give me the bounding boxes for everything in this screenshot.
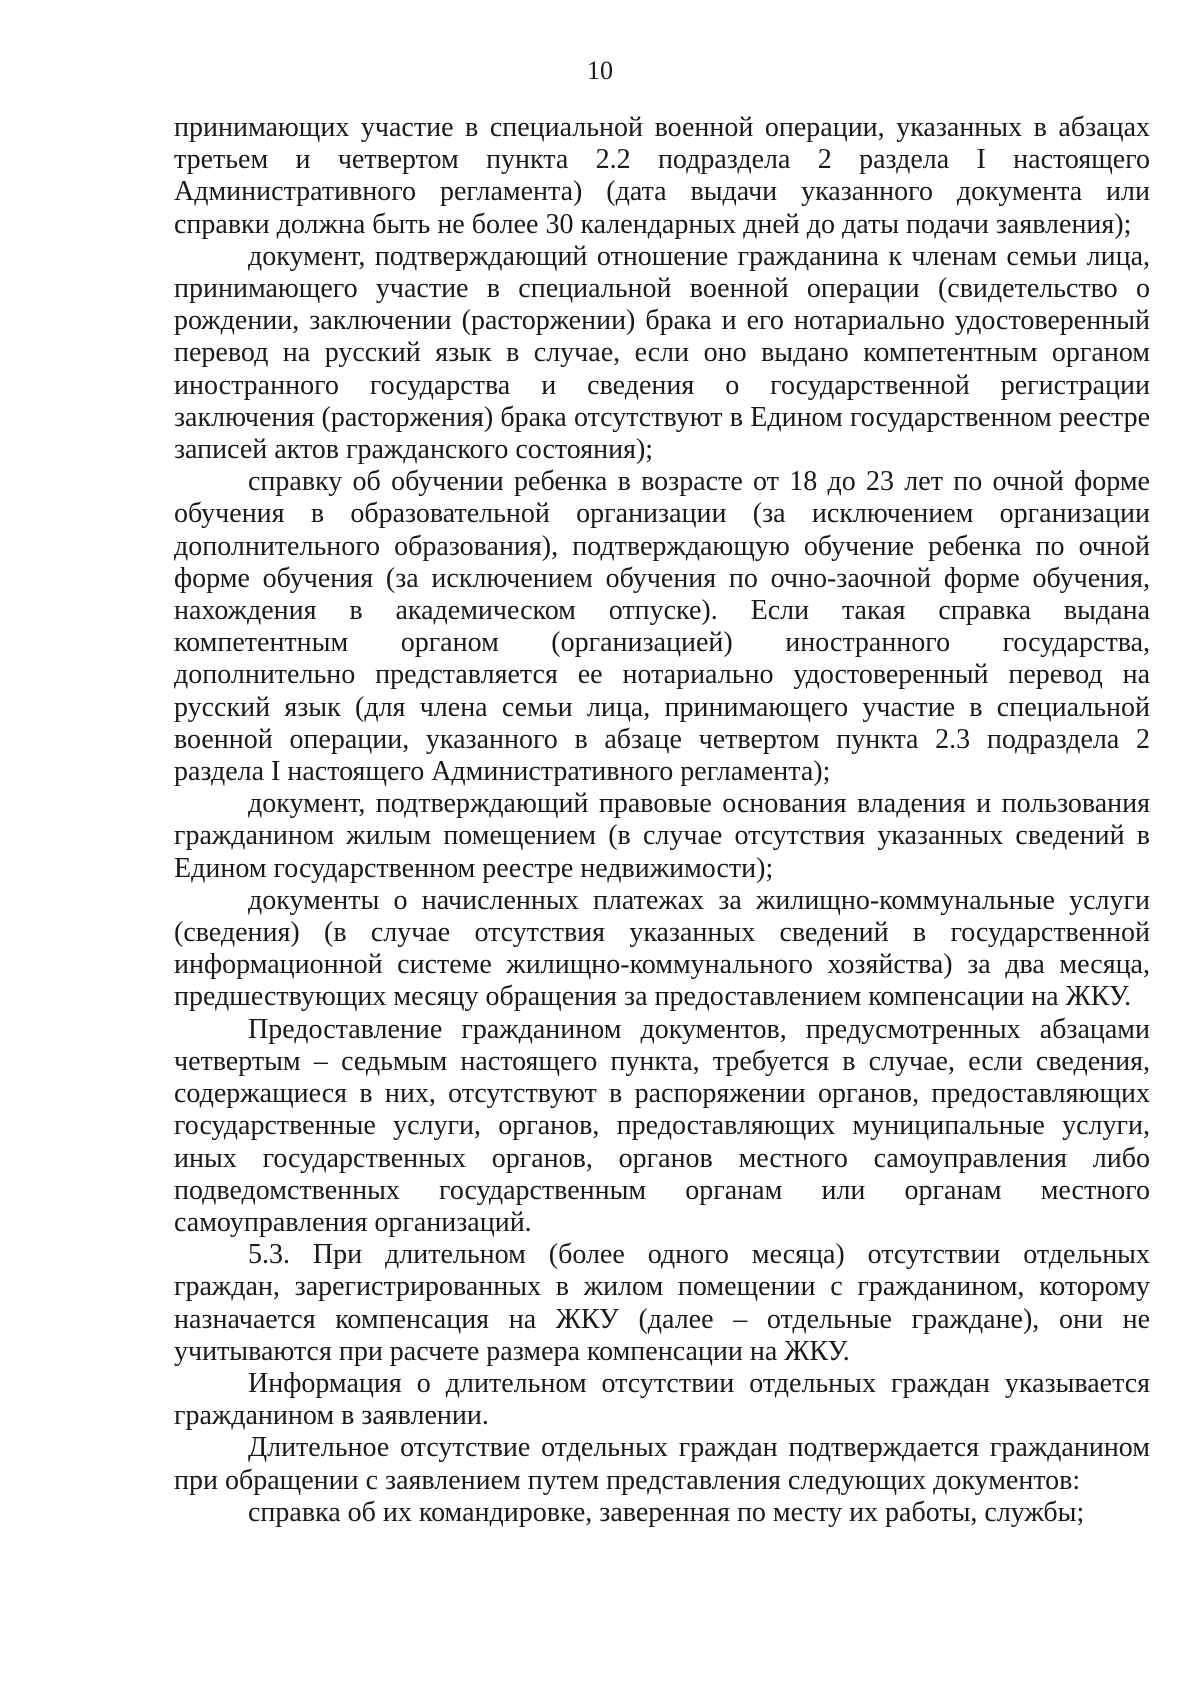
paragraph: 5.3. При длительном (более одного месяца) отсутствии отдельных граждан, зарегистрированных в жилом помещении с гражданином, которому назначается компенсация на ЖКУ (далее – отдельные граждане), они не учитываются при расчете размера компенсации на ЖКУ. — [174, 1239, 1150, 1367]
paragraph: документ, подтверждающий отношение гражданина к членам семьи лица, принимающего участие в специальной военной операции (свидетельство о рождении, заключении (расторжении) брака и его нотариально удостоверенный перевод на русский язык в случае, если оно выдано компетентным органом иностранного государства и сведения о государственной регистрации заключения (расторжения) брака отсутствуют в Едином государственном реестре записей актов гражданского состояния); — [174, 240, 1150, 466]
paragraph: Предоставление гражданином документов, предусмотренных абзацами четвертым – седьмым настоящего пункта, требуется в случае, если сведения, содержащиеся в них, отсутствуют в распоряжении органов, предоставляющих государственные услуги, органов, предоставляющих муниципальные услуги, иных государственных органов, органов местного самоуправления либо подведомственных государственным органам или органам местного самоуправления организаций. — [174, 1013, 1150, 1238]
document-body — [174, 112, 1150, 1529]
paragraph: документы о начисленных платежах за жилищно-коммунальные услуги (сведения) (в случае отсутствия указанных сведений в государственной информационной системе жилищно-коммунального хозяйства) за два месяца, предшествующих месяцу обращения за предоставлением компенсации на ЖКУ. — [174, 884, 1150, 1013]
paragraph: справку об обучении ребенка в возрасте от 18 до 23 лет по очной форме обучения в образовательной организации (за исключением организации дополнительного образования), подтверждающую обучение ребенка по очной форме обучения (за исключением обучения по очно-заочной форме обучения, нахождения в академическом отпуске). Если такая справка выдана компетентным органом (организацией) иностранного государства, дополнительно представляется ее нотариально удостоверенный перевод на русский язык (для члена семьи лица, принимающего участие в специальной военной операции, указанного в абзаце четвертом пункта 2.3 подраздела 2 раздела I настоящего Административного регламента); — [174, 466, 1150, 788]
paragraph: документ, подтверждающий правовые основания владения и пользования гражданином жилым помещением (в случае отсутствия указанных сведений в Едином государственном реестре недвижимости); — [174, 788, 1150, 884]
paragraph: принимающих участие в специальной военной операции, указанных в абзацах третьем и четвертом пункта 2.2 подраздела 2 раздела I настоящего Административного регламента) (дата выдачи указанного документа или справки должна быть не более 30 календарных дней до даты подачи заявления); — [174, 112, 1150, 240]
page-number: 10 — [587, 56, 613, 85]
paragraph: Информация о длительном отсутствии отдельных граждан указывается гражданином в заявлении. — [174, 1367, 1150, 1432]
paragraph: справка об их командировке, заверенная по месту их работы, службы; — [248, 1496, 1085, 1528]
paragraph: Длительное отсутствие отдельных граждан подтверждается гражданином при обращении с заявлением путем представления следующих документов: — [174, 1432, 1150, 1496]
